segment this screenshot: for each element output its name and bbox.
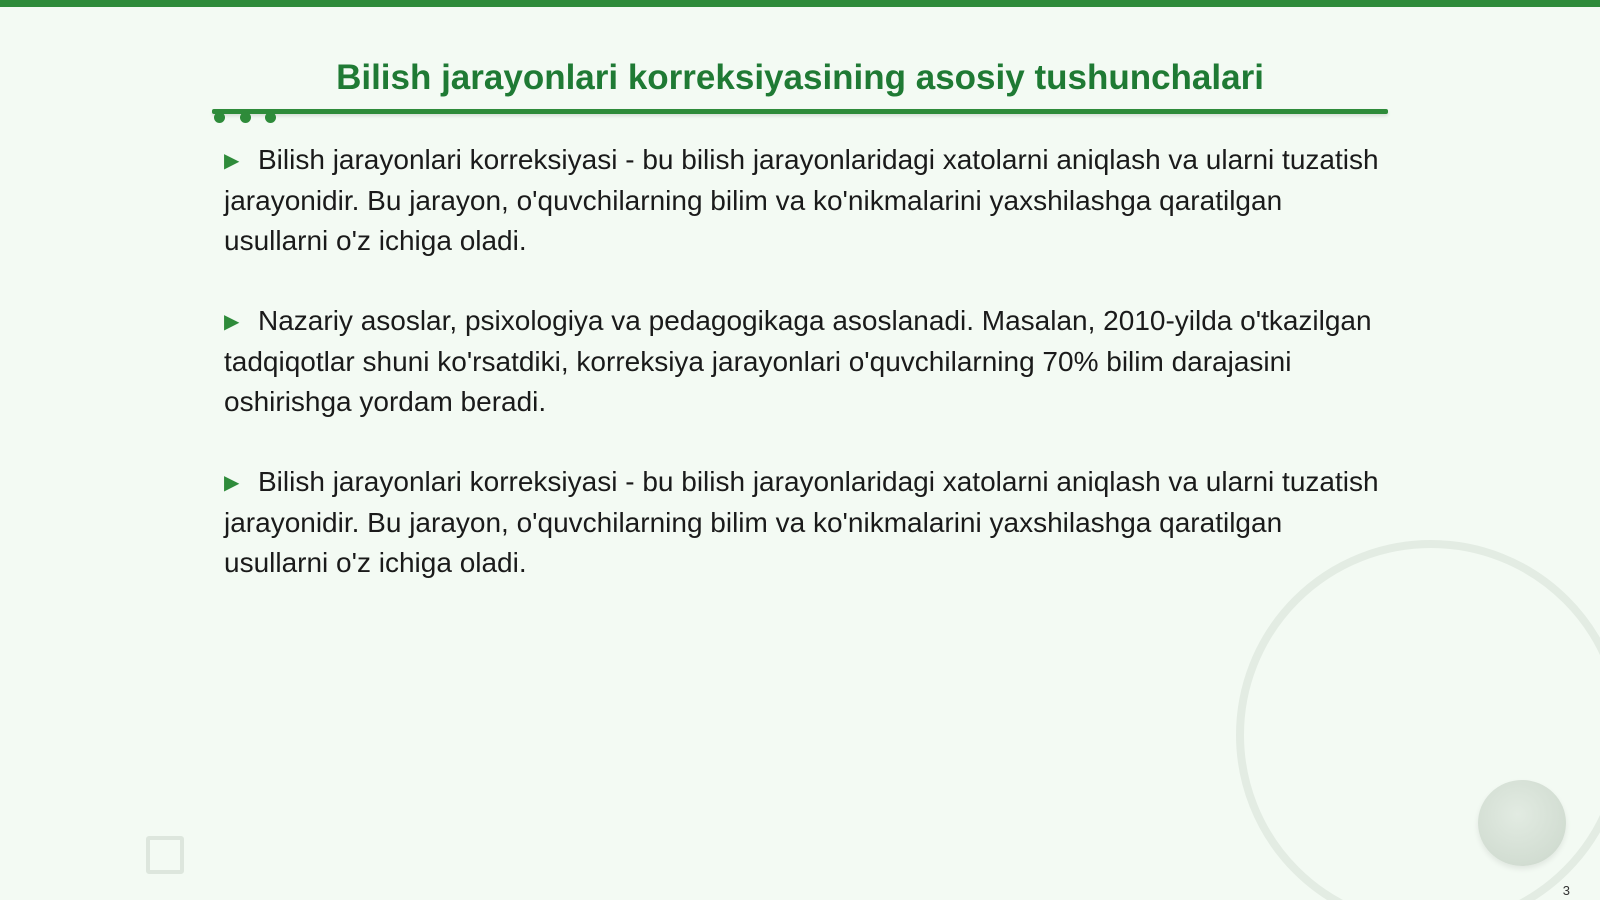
slide-title: Bilish jarayonlari korreksiyasining asosiy tushunchalari [336, 58, 1264, 97]
bullet-list [224, 140, 1384, 623]
decorative-square [146, 836, 184, 874]
bullet-item [224, 140, 1384, 261]
underline-dot [265, 112, 276, 123]
page-number: 3 [1562, 883, 1570, 898]
decorative-sphere [1478, 780, 1566, 866]
triangle-bullet-icon: ▶ [224, 472, 240, 494]
bullet-text: Bilish jarayonlari korreksiyasi - bu bilish jarayonlaridagi xatolarni aniqlash va ularni tuzatish jarayonidir. Bu jarayon, o'quvchilarning bilim va ko'nikmalarini yaxshilashga qaratilgan usullarni o'z ichiga oladi. [224, 466, 1379, 578]
underline-dot [214, 112, 225, 123]
triangle-bullet-icon: ▶ [224, 311, 240, 333]
bullet-item [224, 462, 1384, 583]
bullet-text: Bilish jarayonlari korreksiyasi - bu bilish jarayonlaridagi xatolarni aniqlash va ularni tuzatish jarayonidir. Bu jarayon, o'quvchilarning bilim va ko'nikmalarini yaxshilashga qaratilgan usullarni o'z ichiga oladi. [224, 144, 1379, 256]
bullet-text: Nazariy asoslar, psixologiya va pedagogikaga asoslanadi. Masalan, 2010-yilda o'tkazilgan tadqiqotlar shuni ko'rsatdiki, korreksiya jarayonlari o'quvchilarning 70% bilim darajasini oshirishga yordam beradi. [224, 305, 1372, 417]
underline-dot [240, 112, 251, 123]
bullet-item [224, 301, 1384, 422]
title-underline [212, 109, 1388, 114]
top-accent-bar [0, 0, 1600, 7]
triangle-bullet-icon: ▶ [224, 150, 240, 172]
